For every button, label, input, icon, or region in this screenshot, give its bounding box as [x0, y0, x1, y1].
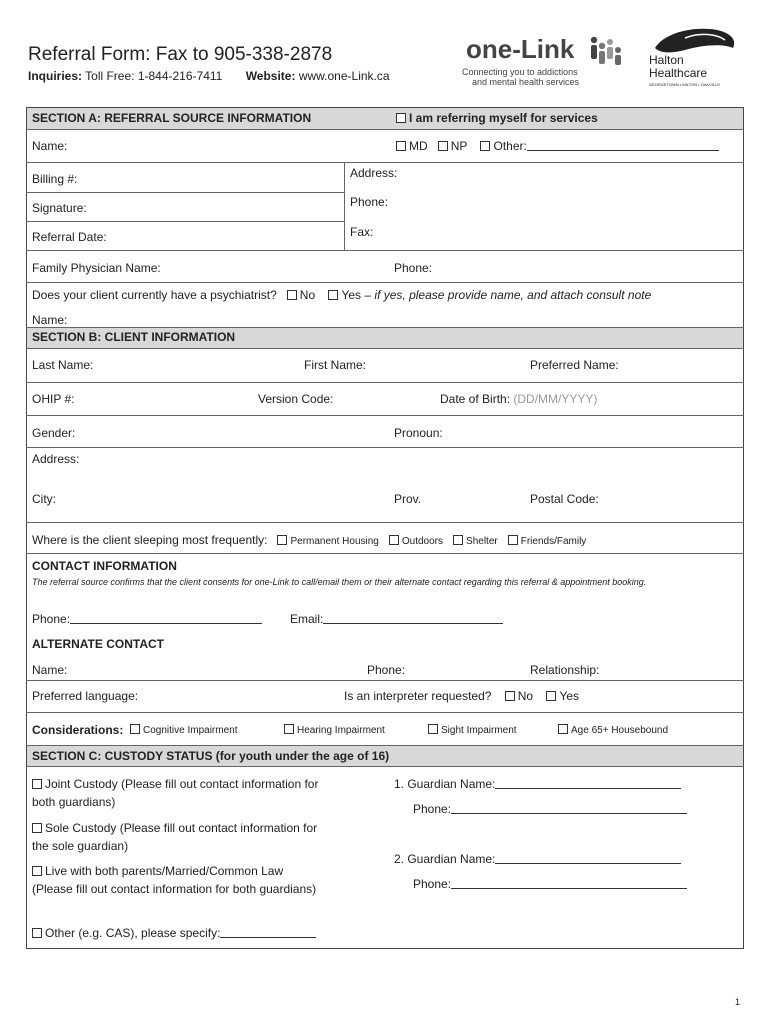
guardian-2-name	[394, 852, 681, 866]
first-name-label: First Name:	[304, 358, 367, 372]
page-number: 1	[735, 997, 741, 1007]
version-code-label: Version Code:	[258, 392, 334, 406]
sole-custody-option[interactable]	[32, 819, 332, 855]
inquiries-line	[28, 69, 390, 83]
page-title: Referral Form: Fax to 905-338-2878	[28, 44, 333, 65]
halton-name-1: Halton	[649, 53, 684, 67]
outdoors-label: Outdoors	[401, 536, 444, 547]
np-checkbox[interactable]	[438, 141, 448, 151]
sight-checkbox[interactable]	[428, 724, 438, 734]
divider	[26, 522, 744, 523]
family-physician-phone-label: Phone:	[394, 261, 433, 275]
other-custody-field[interactable]	[220, 927, 316, 938]
inquiries-label: Inquiries:	[28, 69, 83, 83]
guardian-2-name-field[interactable]	[495, 853, 681, 864]
sole-custody-label: Sole Custody (Please fill out contact information for the sole guardian)	[32, 821, 318, 853]
sole-custody-checkbox[interactable]	[32, 823, 42, 833]
postal-code-label: Postal Code:	[530, 492, 599, 506]
billing-label: Billing #:	[32, 172, 78, 186]
interpreter-yes-label: Yes	[559, 689, 580, 703]
guardian-1-name-label: 1. Guardian Name:	[394, 777, 496, 791]
self-referral-checkbox[interactable]	[396, 113, 406, 123]
self-referral-option[interactable]	[396, 111, 598, 125]
psychiatrist-yes-checkbox[interactable]	[328, 290, 338, 300]
age-housebound-label: Age 65+ Housebound	[571, 725, 669, 736]
alt-name-label: Name:	[32, 663, 68, 677]
consideration-cognitive[interactable]	[130, 724, 237, 736]
last-name-label: Last Name:	[32, 358, 94, 372]
joint-custody-checkbox[interactable]	[32, 779, 42, 789]
permanent-housing-checkbox[interactable]	[277, 535, 287, 545]
contact-phone	[32, 612, 262, 626]
divider	[26, 348, 744, 349]
alt-relationship-label: Relationship:	[530, 663, 600, 677]
consent-note: The referral source confirms that the client consents for one-Link to call/email them or their alternate contact regarding this referral & appointment booking.	[32, 577, 647, 587]
toll-free-number: Toll Free: 1-844-216-7411	[85, 69, 223, 83]
live-both-option[interactable]	[32, 862, 322, 898]
interpreter-no-checkbox[interactable]	[505, 691, 515, 701]
psychiatrist-no-checkbox[interactable]	[287, 290, 297, 300]
shelter-checkbox[interactable]	[453, 535, 463, 545]
divider	[26, 250, 744, 251]
self-referral-label: I am referring myself for services	[409, 111, 598, 125]
dob-text: Date of Birth:	[440, 392, 511, 406]
hearing-checkbox[interactable]	[284, 724, 294, 734]
referrer-name-label: Name:	[32, 139, 68, 153]
psychiatrist-no-label: No	[299, 288, 316, 302]
guardian-1-name	[394, 777, 681, 791]
guardian-1-name-field[interactable]	[495, 778, 681, 789]
referrer-phone-label: Phone:	[350, 195, 389, 209]
permanent-housing-label: Permanent Housing	[290, 536, 379, 547]
dob-format: (DD/MM/YYYY)	[513, 392, 598, 406]
client-address-label: Address:	[32, 452, 80, 466]
divider	[26, 282, 744, 283]
dob-label	[440, 392, 597, 406]
live-both-checkbox[interactable]	[32, 866, 42, 876]
joint-custody-option[interactable]	[32, 775, 342, 811]
pronoun-label: Pronoun:	[394, 426, 443, 440]
contact-phone-field[interactable]	[70, 613, 262, 624]
divider	[26, 415, 744, 416]
one-link-tagline-2: and mental health services	[472, 77, 580, 87]
consideration-sight[interactable]	[428, 724, 517, 736]
outdoors-checkbox[interactable]	[389, 535, 399, 545]
one-link-tagline-1: Connecting you to addictions	[462, 67, 578, 77]
other-checkbox[interactable]	[480, 141, 490, 151]
guardian-2-phone-label: Phone:	[413, 877, 452, 891]
column-divider	[344, 162, 345, 250]
divider	[26, 221, 344, 222]
cognitive-checkbox[interactable]	[130, 724, 140, 734]
md-label: MD	[409, 139, 428, 153]
friends-family-checkbox[interactable]	[508, 535, 518, 545]
city-label: City:	[32, 492, 56, 506]
divider	[26, 712, 744, 713]
np-label: NP	[450, 139, 468, 153]
one-link-logo	[462, 32, 630, 92]
psychiatrist-yes-note: if yes, please provide name, and attach consult note	[374, 288, 652, 302]
joint-custody-label: Joint Custody (Please fill out contact information for both guardians)	[32, 777, 319, 809]
divider	[26, 162, 744, 163]
website-link[interactable]: www.one-Link.ca	[298, 69, 390, 83]
md-checkbox[interactable]	[396, 141, 406, 151]
referrer-fax-label: Fax:	[350, 225, 374, 239]
other-custody-checkbox[interactable]	[32, 928, 42, 938]
psychiatrist-question	[32, 288, 651, 302]
referral-date-label: Referral Date:	[32, 230, 107, 244]
preferred-name-label: Preferred Name:	[530, 358, 619, 372]
guardian-2-phone	[413, 877, 687, 891]
guardian-1-phone	[413, 802, 687, 816]
contact-email	[290, 612, 503, 626]
gender-label: Gender:	[32, 426, 76, 440]
age-housebound-checkbox[interactable]	[558, 724, 568, 734]
psychiatrist-question-text: Does your client currently have a psychiatrist?	[32, 288, 277, 302]
ohip-label: OHIP #:	[32, 392, 75, 406]
sleep-option-friends[interactable]	[508, 536, 587, 547]
consideration-age[interactable]	[558, 724, 668, 736]
considerations-label: Considerations:	[32, 723, 124, 737]
divider	[26, 192, 344, 193]
divider	[26, 766, 744, 767]
contact-email-field[interactable]	[323, 613, 503, 624]
alt-phone-label: Phone:	[367, 663, 406, 677]
hearing-label: Hearing Impairment	[297, 725, 385, 736]
family-physician-label: Family Physician Name:	[32, 261, 161, 275]
section-c-heading: SECTION C: CUSTODY STATUS (for youth under the age of 16)	[32, 749, 390, 763]
sleep-option-outdoors[interactable]	[389, 536, 443, 547]
sleep-option-shelter[interactable]	[453, 536, 498, 547]
credential-options	[396, 139, 719, 153]
halton-healthcare-logo	[645, 26, 745, 90]
other-label: Other:	[493, 139, 527, 153]
alternate-contact-heading: ALTERNATE CONTACT	[32, 637, 164, 651]
live-both-label: Live with both parents/Married/Common Law (Please fill out contact information for both guardians)	[32, 864, 317, 896]
halton-name-2: Healthcare	[649, 66, 708, 80]
contact-info-heading: CONTACT INFORMATION	[32, 559, 177, 573]
divider	[26, 447, 744, 448]
section-b-heading: SECTION B: CLIENT INFORMATION	[32, 330, 236, 344]
sleeping-question-text: Where is the client sleeping most frequently:	[32, 533, 268, 547]
divider	[26, 553, 744, 554]
contact-phone-label: Phone:	[32, 612, 71, 626]
divider	[26, 680, 744, 681]
sleeping-question	[32, 533, 586, 547]
contact-email-label: Email:	[290, 612, 324, 626]
cognitive-label: Cognitive Impairment	[143, 725, 238, 736]
interpreter-yes-checkbox[interactable]	[546, 691, 556, 701]
section-a-heading: SECTION A: REFERRAL SOURCE INFORMATION	[32, 111, 312, 125]
divider	[26, 129, 744, 130]
sleep-option-permanent[interactable]	[277, 536, 378, 547]
guardian-2-phone-field[interactable]	[451, 878, 687, 889]
interpreter-no-label: No	[517, 689, 534, 703]
province-label: Prov.	[394, 492, 422, 506]
preferred-language-label: Preferred language:	[32, 689, 139, 703]
psychiatrist-yes-label: Yes –	[341, 288, 375, 302]
consideration-hearing[interactable]	[284, 724, 385, 736]
other-credential-field[interactable]	[527, 140, 719, 151]
other-custody-label: Other (e.g. CAS), please specify:	[45, 926, 221, 940]
interpreter-question	[344, 689, 579, 703]
other-custody-option[interactable]	[32, 926, 316, 940]
divider	[26, 382, 744, 383]
sight-label: Sight Impairment	[441, 725, 517, 736]
website-label: Website:	[245, 69, 296, 83]
friends-family-label: Friends/Family	[520, 536, 587, 547]
guardian-2-name-label: 2. Guardian Name:	[394, 852, 496, 866]
shelter-label: Shelter	[466, 536, 498, 547]
referrer-address-label: Address:	[350, 166, 398, 180]
psychiatrist-name-label: Name:	[32, 313, 68, 327]
guardian-1-phone-label: Phone:	[413, 802, 452, 816]
one-link-logo-text: one-Link	[466, 34, 575, 64]
halton-sub: GEORGETOWN • MILTON • OAKVILLE	[649, 82, 721, 87]
guardian-1-phone-field[interactable]	[451, 803, 687, 814]
signature-label: Signature:	[32, 201, 87, 215]
interpreter-question-text: Is an interpreter requested?	[344, 689, 492, 703]
